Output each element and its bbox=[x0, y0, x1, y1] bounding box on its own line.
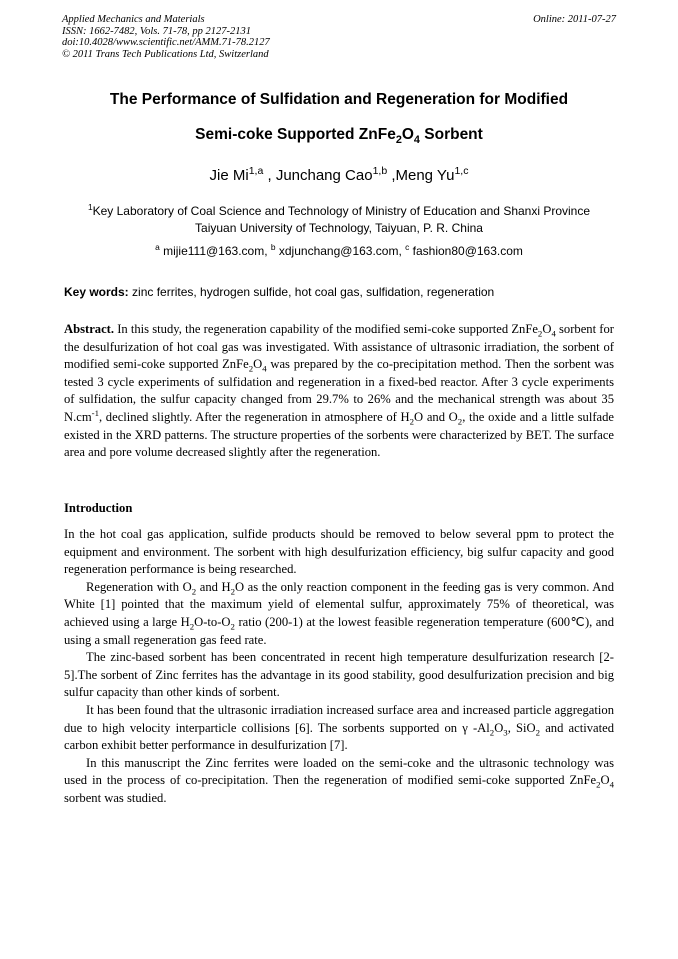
paragraph: Regeneration with $O_2$ and $H_2O$ as the only reaction component in the feeding gas is very common. And White [1] pointed that the maximum yield of elemental sulfur, approximately 75% of theoretical, was achieved using a large $H_2O-to-O_2$ ratio (200-1) at the lowest feasible regeneration temperature (600℃), and using a small regeneration gas feed rate. bbox=[64, 579, 614, 647]
keywords-label: Key words: bbox=[64, 285, 129, 299]
keywords: Key words: zinc ferrites, hydrogen sulfide, hot coal gas, sulfidation, regeneration bbox=[64, 285, 495, 299]
author-list: Jie Mi$^{1,a}$ , Junchang Cao$^{1,b}$ ,Meng Yu$^{1,c}$ bbox=[209, 165, 469, 184]
journal-header bbox=[62, 14, 616, 60]
journal-copyright: © 2011 Trans Tech Publications Ltd, Switzerland bbox=[62, 48, 269, 60]
paragraph: It has been found that the ultrasonic irradiation increased surface area and increased particle aggregation due to high velocity interparticle collisions [6]. The sorbents supported on γ $-Al_2O_3$, SiO$_2$ and activated carbon exhibit better performance in desulfurization [7]. bbox=[64, 702, 614, 753]
affiliation: $^1$Key Laboratory of Coal Science and Technology of Ministry of Education and Shanxi Province Taiyuan University of Technology, Taiyuan, P. R. China bbox=[87, 202, 591, 235]
paragraph: In this manuscript the Zinc ferrites were loaded on the semi-coke and the ultrasonic technology was used in the process of co-precipitation. Then the regeneration of modified semi-coke supported $ZnFe_2O_4$ sorbent was studied. bbox=[64, 755, 614, 805]
abstract-label: Abstract. bbox=[64, 322, 115, 336]
journal-name: Applied Mechanics and Materials bbox=[62, 14, 205, 25]
author-name: ,Meng Yu bbox=[387, 167, 455, 184]
journal-doi: doi:10.4028/www.scientific.net/AMM.71-78.2127 bbox=[62, 37, 270, 49]
author-name: Jie Mi bbox=[209, 167, 249, 184]
paper-title-line1: The Performance of Sulfidation and Regeneration for Modified bbox=[109, 91, 569, 108]
abstract: Abstract. In this study, the regeneration capability of the modified semi-coke supported $ZnFe_2O_4$ sorbent for the desulfurization of hot coal gas was investigated. With assistance of ultrasonic irradiation, the sorbent of modified semi-coke supported $ZnFe_2O_4$ was prepared by the co-precipitation method. Then the sorbent was tested 3 cycle experiments of sulfidation and regeneration in a fixed-bed reactor. After 3 cycle experiments of sulfidation, the sulfur capacity changed from 29.7% to 26% and the mechanical strength was about 35 $N.cm^{-1}$, declined slightly. After the regeneration in atmosphere of $H_2O$ and $O_2$, the oxide and a little sulfade existed in the XRD patterns. The structure properties of the sorbents were characterized by BET. The surface area and pore volume decreased slightly after the regeneration. bbox=[64, 322, 614, 460]
paragraph: In the hot coal gas application, sulfide products should be removed to below several ppm to protect the equipment and environment. The sorbent with high desulfurization efficiency, big sulfur capacity and good regeneration performance is being researched. bbox=[64, 527, 614, 577]
paper-title-line2: Semi-coke Supported $ZnFe_2O_4$ Sorbent bbox=[195, 126, 483, 147]
journal-issn: ISSN: 1662-7482, Vols. 71-78, pp 2127-2131 bbox=[62, 25, 251, 37]
online-date: Online: 2011-07-27 bbox=[533, 14, 616, 25]
paragraph: The zinc-based sorbent has been concentrated in recent high temperature desulfurization research [2-5].The sorbent of Zinc ferrites has the advantage in its good stability, good desulfurization precision and big sulfur capacity than other kinds of sorbent. bbox=[64, 650, 614, 700]
section-heading-introduction: Introduction bbox=[64, 501, 133, 515]
introduction-body bbox=[64, 526, 614, 808]
author-emails: $^a$ mijie111@163.com, $^b$ xdjunchang@163.com, $^c$ fashion80@163.com bbox=[155, 242, 523, 258]
author-name: , Junchang Cao bbox=[263, 167, 373, 184]
